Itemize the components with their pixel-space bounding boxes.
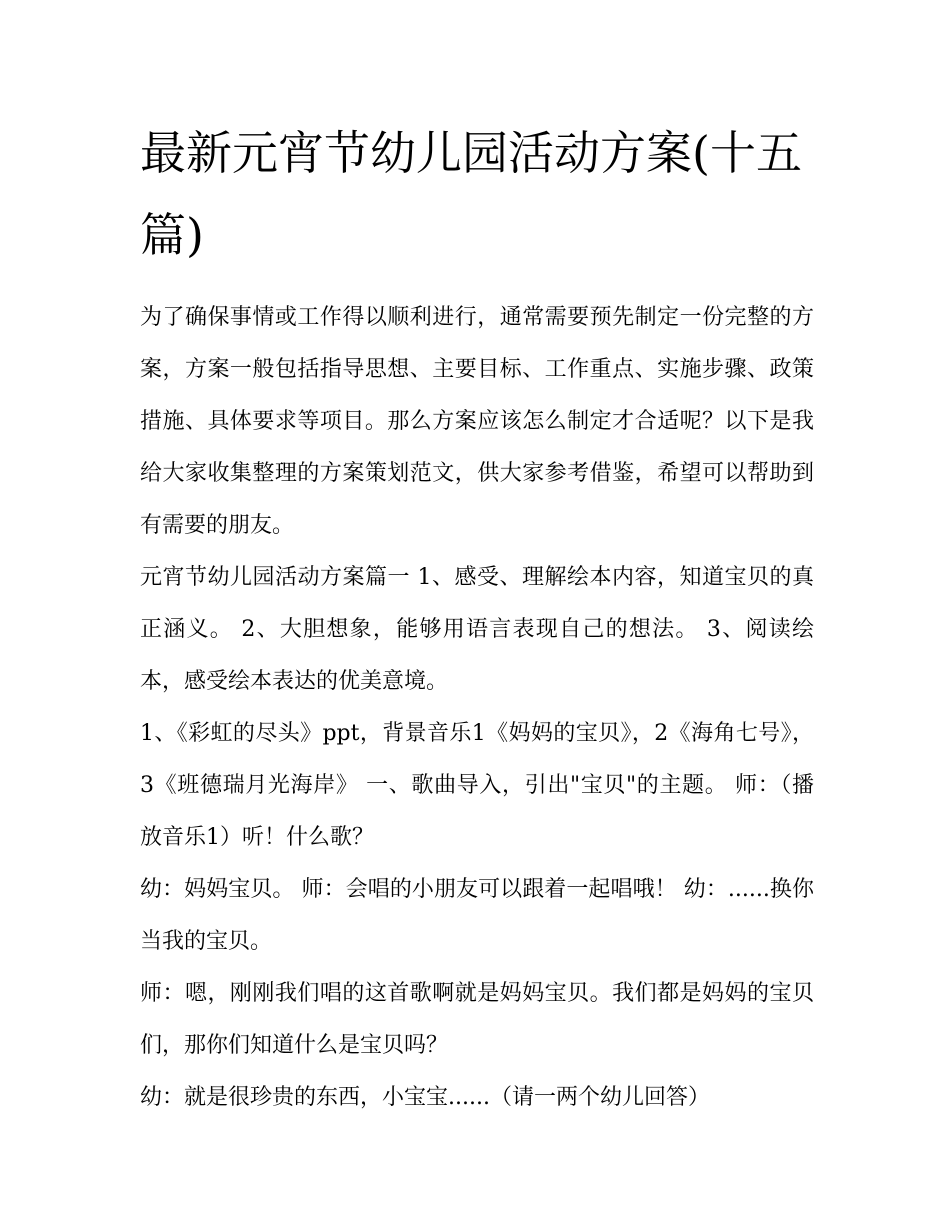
- intro-paragraph: 为了确保事情或工作得以顺利进行，通常需要预先制定一份完整的方案，方案一般包括指导思想、主要目标、工作重点、实施步骤、政策措施、具体要求等项目。那么方案应该怎么制定才合适呢？以下是我给大家收集整理的方案策划范文，供大家参考借鉴，希望可以帮助到有需要的朋友。: [140, 305, 814, 538]
- document-page: [140, 112, 814, 1124]
- dialogue-paragraph-2: 师：嗯，刚刚我们唱的这首歌啊就是妈妈宝贝。我们都是妈妈的宝贝们，那你们知道什么是宝贝吗？: [140, 981, 814, 1058]
- document-title: 最新元宵节幼儿园活动方案(十五篇): [140, 126, 802, 262]
- dialogue-paragraph-3: 幼：就是很珍贵的东西，小宝宝......（请一两个幼儿回答）: [140, 1085, 710, 1110]
- body-paragraph-objectives: 元宵节幼儿园活动方案篇一 1、感受、理解绘本内容，知道宝贝的真正涵义。 2、大胆想象，能够用语言表现自己的想法。 3、阅读绘本，感受绘本表达的优美意境。: [140, 565, 814, 694]
- dialogue-paragraph-1: 幼：妈妈宝贝。 师：会唱的小朋友可以跟着一起唱哦！ 幼：......换你当我的宝贝。: [140, 877, 814, 954]
- body-paragraph-materials: 1、《彩虹的尽头》ppt，背景音乐1《妈妈的宝贝》，2《海角七号》，3《班德瑞月光海岸》 一、歌曲导入，引出"宝贝"的主题。 师：（播放音乐1）听！什么歌？: [140, 721, 814, 850]
